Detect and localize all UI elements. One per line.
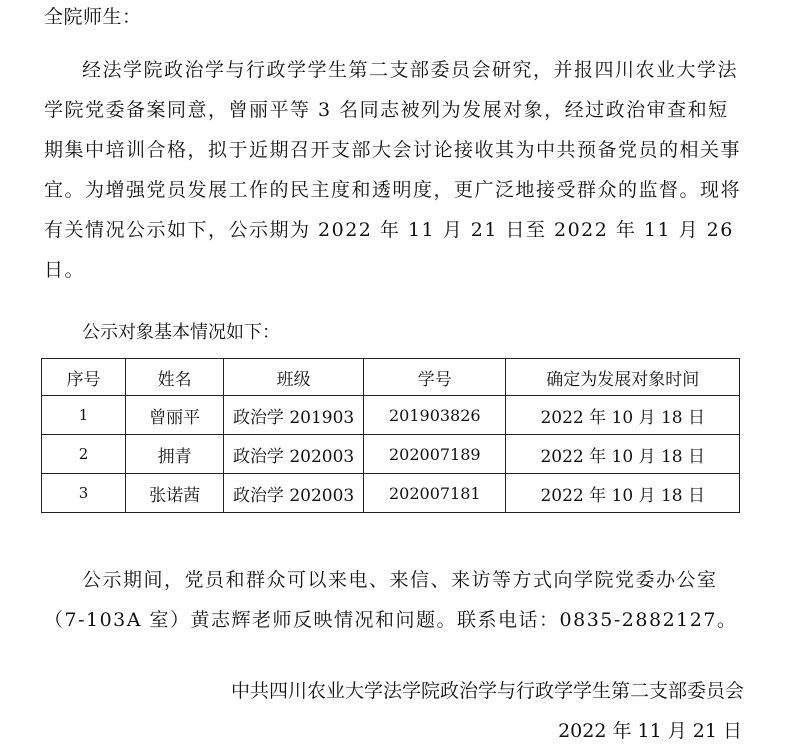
row-class: 政治学 202003 xyxy=(224,435,364,474)
header-class: 班级 xyxy=(224,359,364,396)
contact-paragraph xyxy=(44,560,744,640)
row-date: 2022 年 10 月 18 日 xyxy=(506,396,740,435)
row-index: 1 xyxy=(42,396,126,435)
row-student-id: 201903826 xyxy=(364,396,506,435)
signature-date: 2022 年 11 月 21 日 xyxy=(558,720,742,742)
row-class: 政治学 202003 xyxy=(224,474,364,513)
table-header-row xyxy=(42,359,740,396)
table-row xyxy=(42,474,740,513)
table-intro: 公示对象基本情况如下： xyxy=(82,322,280,343)
row-class: 政治学 201903 xyxy=(224,396,364,435)
table-row xyxy=(42,396,740,435)
signature: 中共四川农业大学法学院政治学与行政学学生第二支部委员会 xyxy=(230,680,744,702)
notice-paragraph: 经法学院政治学与行政学学生第二支部委员会研究，并报四川农业大学法学院党委备案同意，曾丽平等 3 名同志被列为发展对象，经过政治审查和短期集中培训合格，拟于近期召开支部大会讨论接收其为中共预备党员的相关事宜。为增强党员发展工作的民主度和透明度，更广泛地接受群众的监督。现将有关情况公示如下，公示期为 2022 年 11 月 21 日至 2022 年 11 月 26 日。 xyxy=(44,59,742,281)
row-student-id: 202007189 xyxy=(364,435,506,474)
row-date: 2022 年 10 月 18 日 xyxy=(506,474,740,513)
row-name: 曾丽平 xyxy=(126,396,224,435)
header-name: 姓名 xyxy=(126,359,224,396)
header-student-id: 学号 xyxy=(364,359,506,396)
candidates-table xyxy=(41,358,740,513)
contact-line-1: 公示期间，党员和群众可以来电、来信、来访等方式向学院党委办公室 xyxy=(82,569,718,591)
row-date: 2022 年 10 月 18 日 xyxy=(506,435,740,474)
row-student-id: 202007181 xyxy=(364,474,506,513)
table-row xyxy=(42,435,740,474)
header-index: 序号 xyxy=(42,359,126,396)
contact-line-2: （7-103A 室）黄志辉老师反映情况和问题。联系电话：0835-2882127。 xyxy=(44,609,738,631)
row-name: 拥青 xyxy=(126,435,224,474)
row-name: 张诺茜 xyxy=(126,474,224,513)
row-index: 3 xyxy=(42,474,126,513)
row-index: 2 xyxy=(42,435,126,474)
greeting: 全院师生： xyxy=(44,6,142,28)
header-date: 确定为发展对象时间 xyxy=(506,359,740,396)
